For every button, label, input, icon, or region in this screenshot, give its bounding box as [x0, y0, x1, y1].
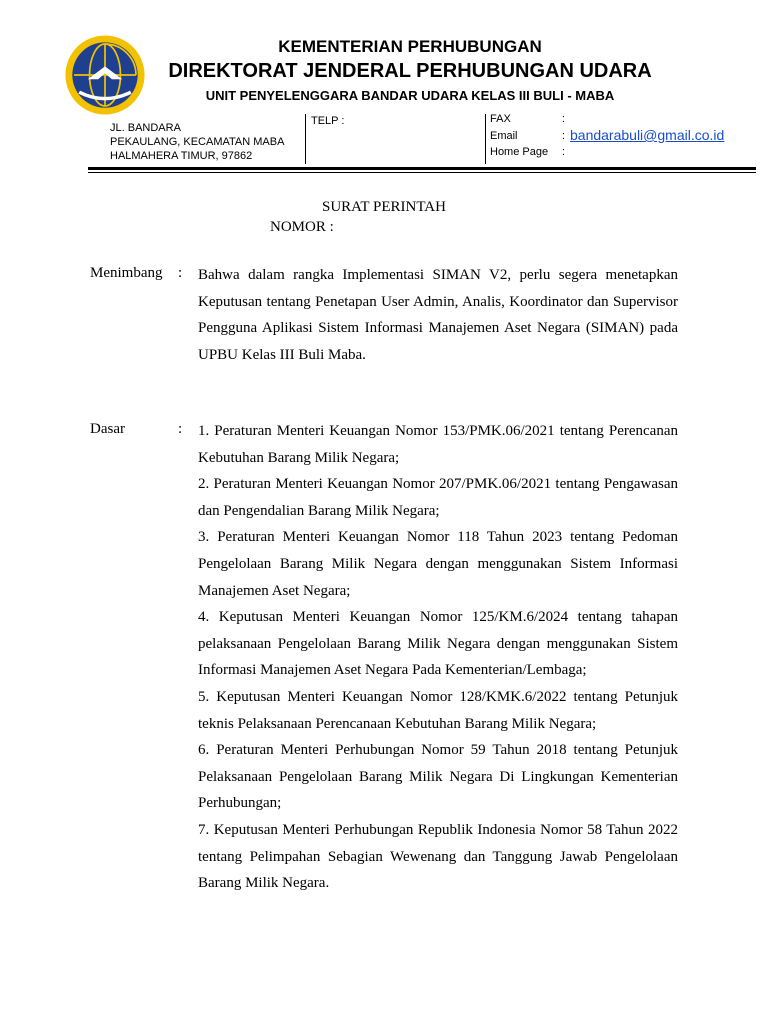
- dasar-item: 7. Keputusan Menteri Perhubungan Republik Indonesia Nomor 58 Tahun 2022 tentang Pelimpahan Sebagian Wewenang dan Tanggung Jawab Pengelolaan Barang Milik Negara.: [198, 821, 678, 892]
- directorate-name: DIREKTORAT JENDERAL PERHUBUNGAN UDARA: [168, 60, 652, 82]
- ministry-name: KEMENTERIAN PERHUBUNGAN: [278, 37, 542, 56]
- ministry-logo: [62, 32, 148, 118]
- address-block: [110, 121, 284, 163]
- dasar-item: 2. Peraturan Menteri Keuangan Nomor 207/PMK.06/2021 tentang Pengawasan dan Pengendalian Barang Milik Negara;: [198, 476, 678, 519]
- email-colon: :: [562, 130, 566, 142]
- address-line: HALMAHERA TIMUR, 97862: [110, 150, 253, 162]
- telp-label: TELP :: [311, 115, 345, 127]
- homepage-label: Home Page: [490, 146, 549, 158]
- header-rule-thin: [88, 172, 756, 173]
- email-label: Email: [490, 130, 518, 142]
- document-number: NOMOR :: [270, 219, 334, 235]
- fax-label: FAX: [490, 113, 511, 125]
- document-title: SURAT PERINTAH: [322, 199, 446, 215]
- address-line: JL. BANDARA: [110, 122, 181, 134]
- homepage-colon: :: [562, 146, 566, 158]
- fax-colon: :: [562, 113, 566, 125]
- dasar-item: 3. Peraturan Menteri Keuangan Nomor 118 Tahun 2023 tentang Pedoman Pengelolaan Barang Milik Negara dengan menggunakan Sistem Informasi Manajemen Aset Negara;: [198, 529, 678, 599]
- dasar-item: 6. Peraturan Menteri Perhubungan Nomor 59 Tahun 2018 tentang Petunjuk Pelaksanaan Pengelolaan Barang Milik Negara Di Lingkungan Kementerian Perhubungan;: [198, 742, 678, 812]
- dasar-item: 5. Keputusan Menteri Keuangan Nomor 128/KMK.6/2022 tentang Petunjuk teknis Pelaksanaan Perencanaan Kebutuhan Barang Milik Negara;: [198, 688, 678, 732]
- dasar-label: Dasar: [90, 421, 125, 437]
- menimbang-label: Menimbang: [90, 265, 163, 281]
- unit-name: UNIT PENYELENGGARA BANDAR UDARA KELAS III BULI - MABA: [205, 88, 615, 103]
- dasar-list: [198, 418, 678, 897]
- address-line: PEKAULANG, KECAMATAN MABA: [110, 136, 285, 148]
- menimbang-text: Bahwa dalam rangka Implementasi SIMAN V2, perlu segera menetapkan Keputusan tentang Penetapan User Admin, Analis, Koordinator dan Supervisor Pengguna Aplikasi Sistem Informasi Manajemen Aset Negara (SIMAN) pada UPBU Kelas III Buli Maba.: [198, 267, 678, 363]
- header-rule: [88, 167, 756, 170]
- dasar-item: 1. Peraturan Menteri Keuangan Nomor 153/PMK.06/2021 tentang Perencanan Kebutuhan Barang Milik Negara;: [198, 423, 678, 466]
- divider: [485, 114, 486, 164]
- dasar-colon: :: [178, 421, 183, 437]
- dasar-item: 4. Keputusan Menteri Keuangan Nomor 125/KM.6/2024 tentang tahapan pelaksanaan Pengelolaan Barang Milik Negara dengan menggunakan Sistem Informasi Manajemen Aset Negara Pada Kementerian/Lembaga;: [198, 609, 678, 679]
- email-link[interactable]: bandarabuli@gmail.co.id: [570, 127, 725, 143]
- menimbang-colon: :: [178, 265, 183, 281]
- divider: [305, 114, 306, 164]
